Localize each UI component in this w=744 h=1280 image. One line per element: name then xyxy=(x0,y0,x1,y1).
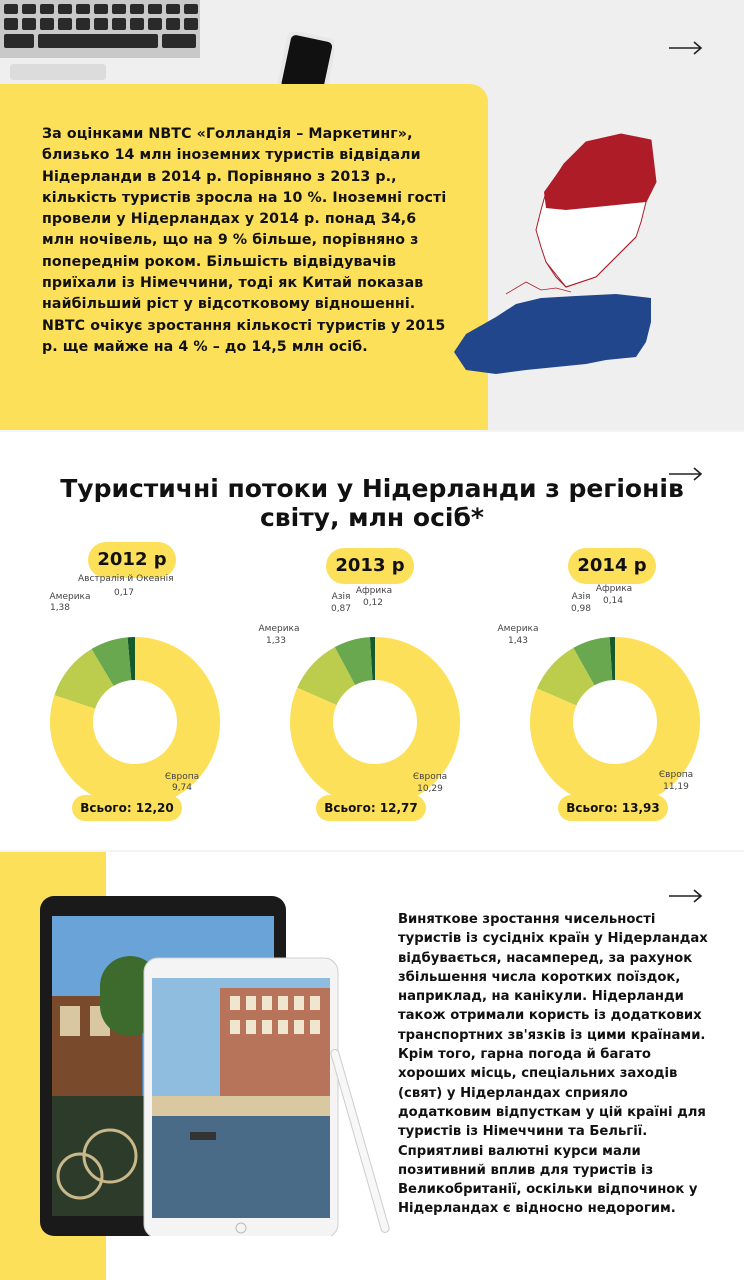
intro-paragraph: За оцінками NBTC «Голландія – Маркетинг», близько 14 млн іноземних туристів відвідали Нідерланди в 2014 р. Порівняно з 2013 р., кількість туристів зросла на 10 %. Іноземні гості провели у Нідерландах у 2014 р. понад 34,6 млн ночівель, що на 9 % більше, порівняно з попереднім роком. Більшість відвідувачів приїхали із Німеччини, тоді як Китай показав найбільший ріст у відсотковому відношенні. NBTC очікує зростання кількості туристів у 2015 р. ще майже на 4 % – до 14,5 млн осіб. xyxy=(42,126,447,355)
slice-label-name: Австралія й Океанія xyxy=(78,574,174,584)
tablet-devices-image xyxy=(40,896,400,1236)
donut-chart-2012 xyxy=(20,542,260,842)
slice-label-value: 1,33 xyxy=(265,636,287,646)
slice-label-value: 9,74 xyxy=(171,783,193,793)
laptop-keyboard-image xyxy=(0,0,200,80)
slice-label-name: Європа xyxy=(164,772,200,782)
slice-label-name: Європа xyxy=(658,770,694,780)
slice-label-value: 0,87 xyxy=(330,604,352,614)
slice-label-value: 1,43 xyxy=(507,636,529,646)
chart-section xyxy=(0,432,744,850)
slice-label-name: Америка xyxy=(49,592,91,602)
total-badge: Всього: 12,20 xyxy=(72,795,182,821)
slice-label-name: Азія xyxy=(331,592,351,602)
slice-label-value: 0,17 xyxy=(113,588,135,598)
slice-label-name: Європа xyxy=(412,772,448,782)
slice-label-value: 0,14 xyxy=(602,596,624,606)
intro-section xyxy=(0,0,744,430)
slice-label-value: 10,29 xyxy=(417,784,443,794)
year-badge: 2014 р xyxy=(568,548,656,584)
next-arrow-icon[interactable] xyxy=(668,40,704,56)
slice-label-name: Америка xyxy=(258,624,300,634)
slice-label-name: Африка xyxy=(595,584,633,594)
slice-label-name: Азія xyxy=(571,592,591,602)
outro-paragraph: Виняткове зростання чисельності туристів із сусідніх країн у Нідерландах відбувається, насамперед, за рахунок збільшення числа коротких поїздок, наприклад, на канікули. Нідерланди також отримали користь із додаткових транспортних зв'язків із цими країнами. Крім того, гарна погода й багато хороших місць, спеціальних заходів (свят) у Нідерландах сприяло додатковим відпусткам у цій країні для туристів із Німеччини та Бельгії. Сприятливі валютні курси мали позитивний вплив для туристів із Великобританії, оскільки відпочинок у Нідерландах є відносно недорогим. xyxy=(398,912,708,1217)
next-arrow-icon[interactable] xyxy=(668,888,704,904)
slice-label-name: Африка xyxy=(355,586,393,596)
year-badge: 2012 р xyxy=(88,542,176,578)
donut-chart-2014 xyxy=(497,542,740,842)
donut-chart-2013 xyxy=(260,542,500,842)
total-badge: Всього: 12,77 xyxy=(316,795,426,821)
total-badge: Всього: 13,93 xyxy=(558,795,668,821)
slice-label-name: Америка xyxy=(497,624,539,634)
slice-label-value: 1,38 xyxy=(49,603,71,613)
slice-label-value: 0,12 xyxy=(362,598,384,608)
chart-title: Туристичні потоки у Нідерланди з регіонів світу, млн осіб* xyxy=(60,474,684,532)
slice-label-value: 11,19 xyxy=(663,782,689,792)
slice-label-value: 0,98 xyxy=(570,604,592,614)
netherlands-flag-map xyxy=(446,112,676,412)
outro-section xyxy=(0,852,744,1280)
year-badge: 2013 р xyxy=(326,548,414,584)
